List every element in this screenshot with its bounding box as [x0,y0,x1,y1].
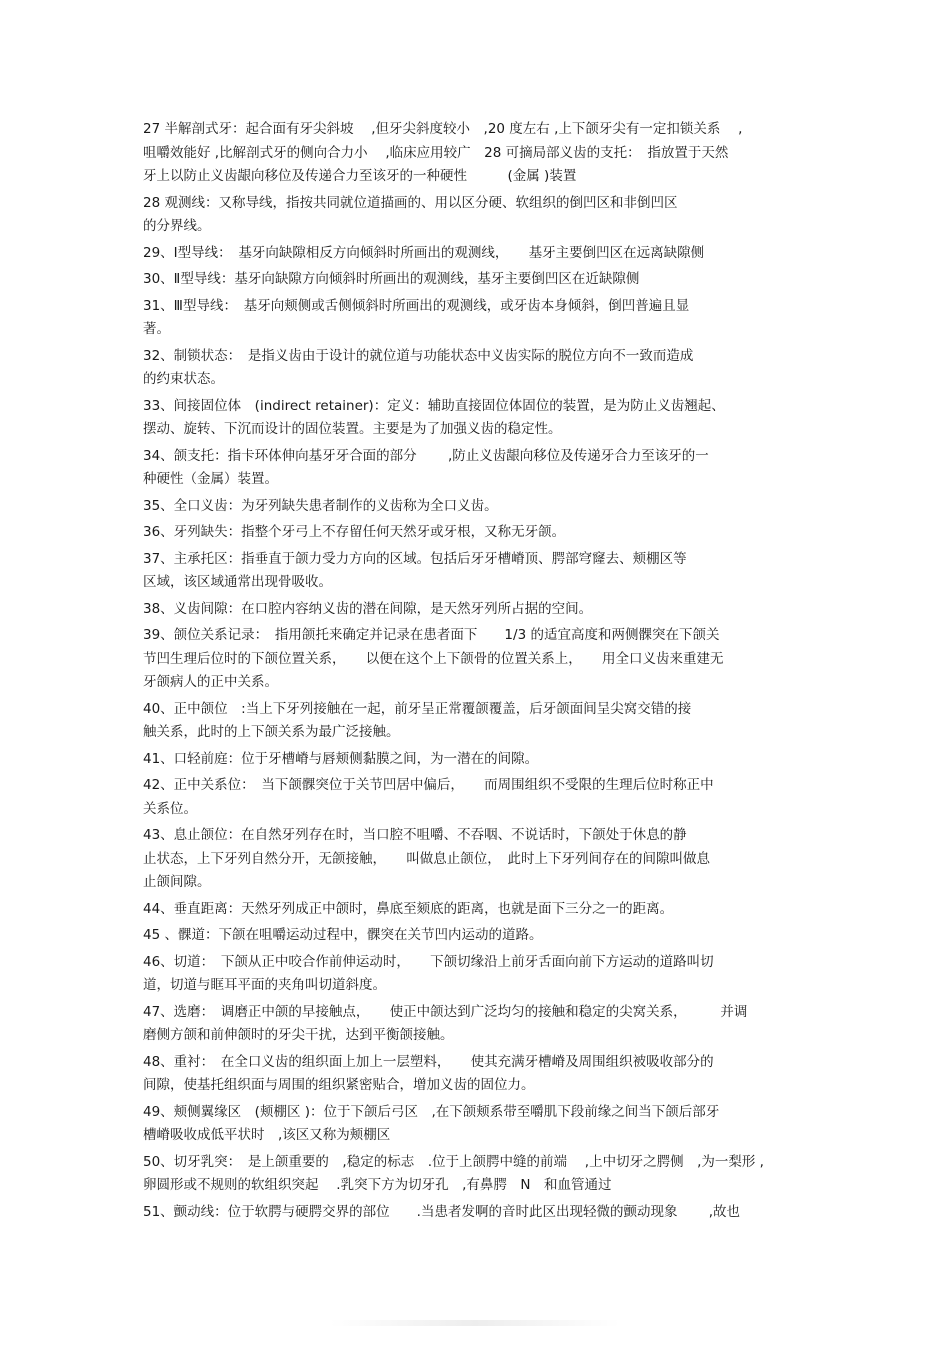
glossary-entry [143,192,808,239]
glossary-entry [143,268,808,292]
glossary-entry [143,748,808,772]
entry-line: 关系位。 [143,800,197,817]
entry-line: 51、颤动线：位于软腭与硬腭交界的部位 .当患者发啊的音时此区出现轻微的颤动现象 ,故也 [143,1203,741,1220]
entry-line: 28 观测线：又称导线，指按共同就位道描画的、用以区分硬、软组织的倒凹区和非倒凹区 [143,194,678,211]
glossary-entry [143,898,808,922]
glossary-entry [143,1101,808,1148]
glossary-entry [143,598,808,622]
entry-line: 42、正中关系位： 当下颌髁突位于关节凹居中偏后， 而周围组织不受限的生理后位时称正中 [143,777,714,793]
entry-line: 35、全口义齿：为牙列缺失患者制作的义齿称为全口义齿。 [143,497,498,514]
glossary-entry [143,1151,808,1198]
entry-line: 36、牙列缺失：指整个牙弓上不存留任何天然牙或牙根，又称无牙颌。 [143,524,566,540]
glossary-entry [143,242,808,266]
entry-line: 49、颊侧翼缘区 (颊棚区 )：位于下颌后弓区 ,在下颌颊系带至嚼肌下段前缘之间当下颌后部牙 [143,1103,720,1120]
glossary-entry [143,824,808,895]
glossary-entry [143,924,808,948]
entry-line: 止颌间隙。 [143,874,211,890]
glossary-entry [143,521,808,545]
glossary-entry [143,445,808,492]
glossary-entry [143,774,808,821]
entry-line: 33、间接固位体 (indirect retainer)：定义：辅助直接固位体固位的装置，是为防止义齿翘起、 [143,397,725,414]
glossary-entry [143,1051,808,1098]
entry-line: 27 半解剖式牙：起合面有牙尖斜坡 ,但牙尖斜度较小 ,20 度左右 ,上下颌牙尖有一定扣锁关系 , [143,121,743,137]
entry-line: 43、息止颌位：在自然牙列存在时，当口腔不咀嚼、不吞咽、不说话时，下颌处于休息的静 [143,827,687,843]
entry-line: 45 、髁道：下颌在咀嚼运动过程中，髁突在关节凹内运动的道路。 [143,927,543,943]
entry-line: 区域，该区域通常出现骨吸收。 [143,574,332,590]
entry-line: 种硬性（金属）装置。 [143,471,278,487]
entry-line: 摆动、旋转、下沉而设计的固位装置。主要是为了加强义齿的稳定性。 [143,421,562,437]
entry-line: 磨侧方颌和前伸颌时的牙尖干扰，达到平衡颌接触。 [143,1027,454,1043]
glossary-entry [143,698,808,745]
entry-line: 30、Ⅱ型导线：基牙向缺隙方向倾斜时所画出的观测线，基牙主要倒凹区在近缺隙侧 [143,271,640,287]
glossary-entry [143,345,808,392]
entry-line: 著。 [143,321,170,337]
entry-line: 38、义齿间隙：在口腔内容纳义齿的潜在间隙，是天然牙列所占据的空间。 [143,600,593,617]
glossary-entry [143,395,808,442]
glossary-entry [143,295,808,342]
glossary-entry [143,548,808,595]
entry-line: 止状态，上下牙列自然分开，无颌接触， 叫做息止颌位， 此时上下牙列间存在的间隙叫做息 [143,850,710,867]
entry-line: 牙上以防止义齿龈向移位及传递合力至该牙的一种硬性 (金属 )装置 [143,168,577,184]
entry-line: 47、选磨： 调磨正中颌的早接触点， 使正中颌达到广泛均匀的接触和稳定的尖窝关系， 并调 [143,1003,748,1020]
entry-line: 槽嵴吸收成低平状时 ,该区又称为颊棚区 [143,1127,391,1143]
page-footer-mark [330,1320,620,1326]
entry-line: 50、切牙乳突： 是上颌重要的 ,稳定的标志 .位于上颌腭中缝的前端 ,上中切牙之腭侧 ,为一梨形 , [143,1153,764,1170]
entry-line: 46、切道： 下颌从正中咬合作前伸运动时， 下颌切缘沿上前牙舌面向前下方运动的道路叫切 [143,953,714,970]
entry-line: 48、重衬： 在全口义齿的组织面上加上一层塑料， 使其充满牙槽嵴及周围组织被吸收部分的 [143,1053,714,1070]
glossary-entry [143,495,808,519]
entry-line: 触关系，此时的上下颌关系为最广泛接触。 [143,724,400,740]
glossary-entry [143,1201,808,1225]
entry-line: 29、Ⅰ型导线： 基牙向缺隙相反方向倾斜时所画出的观测线， 基牙主要倒凹区在远离缺隙侧 [143,244,705,261]
entry-line: 咀嚼效能好 ,比解剖式牙的侧向合力小 ,临床应用较广 28 可摘局部义齿的支托： 指放置于天然 [143,144,729,161]
entry-line: 道，切道与眶耳平面的夹角叫切道斜度。 [143,977,386,993]
entry-line: 间隙，使基托组织面与周围的组织紧密贴合，增加义齿的固位力。 [143,1077,535,1093]
entry-line: 32、制锁状态： 是指义齿由于设计的就位道与功能状态中义齿实际的脱位方向不一致而造成 [143,347,694,364]
entry-line: 卵圆形或不规则的软组织突起 .乳突下方为切牙孔 ,有鼻腭 N 和血管通过 [143,1177,612,1193]
entry-line: 31、Ⅲ型导线： 基牙向颊侧或舌侧倾斜时所画出的观测线，或牙齿本身倾斜，倒凹普遍且显 [143,297,690,314]
entry-line: 节凹生理后位时的下颌位置关系， 以便在这个上下颌骨的位置关系上， 用全口义齿来重建无 [143,650,724,667]
entry-line: 的分界线。 [143,218,211,234]
entry-line: 37、主承托区：指垂直于颌力受力方向的区域。包括后牙牙槽嵴顶、腭部穹窿去、颊棚区等 [143,550,687,567]
glossary-entry [143,118,808,189]
entry-line: 40、正中颌位 :当上下牙列接触在一起，前牙呈正常覆颌覆盖，后牙颌面间呈尖窝交错的接 [143,700,692,717]
entry-line: 牙颌病人的正中关系。 [143,674,278,690]
entry-line: 34、颌支托：指卡环体伸向基牙牙合面的部分 ,防止义齿龈向移位及传递牙合力至该牙的一 [143,447,709,464]
glossary-entry [143,624,808,695]
glossary-entry [143,951,808,998]
entry-line: 44、垂直距离：天然牙列成正中颌时，鼻底至颏底的距离，也就是面下三分之一的距离。 [143,900,674,917]
entry-line: 的约束状态。 [143,371,224,387]
entry-line: 39、颌位关系记录： 指用颌托来确定并记录在患者面下 1/3 的适宜高度和两侧髁突在下颌关 [143,627,720,643]
entry-line: 41、口轻前庭：位于牙槽嵴与唇颊侧黏膜之间，为一潜在的间隙。 [143,750,539,767]
glossary-entry [143,1001,808,1048]
document-body [143,118,808,1227]
